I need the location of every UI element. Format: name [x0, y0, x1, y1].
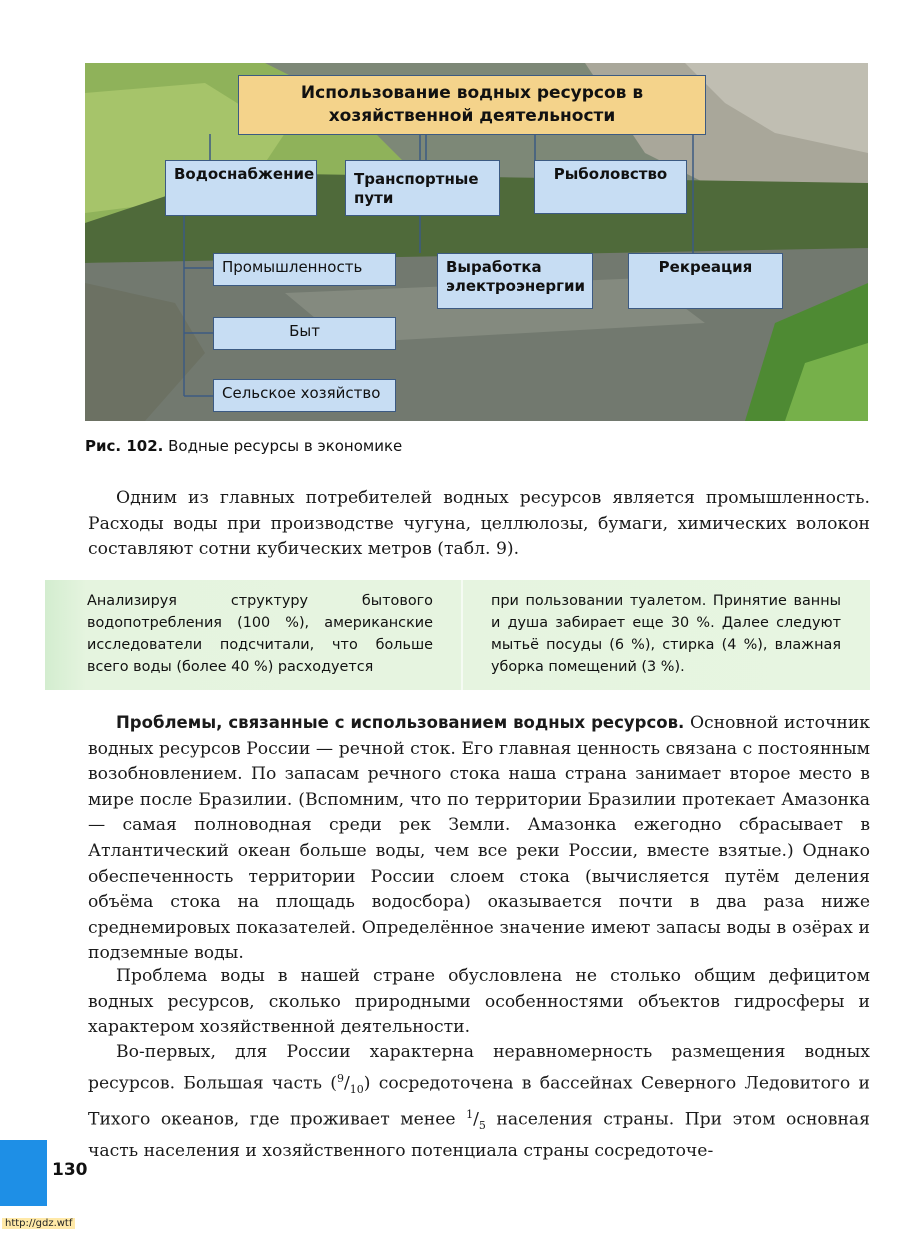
page-number: 130 — [52, 1160, 88, 1180]
box-recreation: Рекреация — [628, 253, 783, 309]
box-water-supply: Водоснабжение — [165, 160, 317, 216]
section-paragraph-1 — [88, 710, 870, 967]
figure-water-resources — [85, 63, 868, 421]
watermark-link[interactable]: http://gdz.wtf — [2, 1218, 75, 1229]
box-industry: Промышленность — [213, 253, 396, 286]
box-household: Быт — [213, 317, 396, 350]
page-tab-marker — [0, 1140, 47, 1206]
section-paragraph-3: Во-первых, для России характерна неравномерность размещения водных ресурсов. Большая часть $(^9/_{10})$ сосредоточена в бассейнах Северного Ледовитого и Тихого океанов, где проживает менее $^1/_5$ населения страны. При этом основная часть населения и хозяйственного потенциала страны сосредоточе- — [88, 1042, 870, 1162]
fraction-2-denominator: 5 — [478, 1119, 486, 1133]
fraction-1-numerator: 9 — [336, 1071, 344, 1085]
caption-text: Водные ресурсы в экономике — [168, 437, 403, 455]
box-transport: Транспортные пути — [345, 160, 500, 216]
fraction-2-numerator: 1 — [466, 1108, 474, 1122]
fraction-1-denominator: 10 — [349, 1082, 364, 1096]
box-fishing: Рыболовство — [534, 160, 687, 214]
p3-part-b: ) сосредоточена в бассейнах Северного Ледовитого и Тихого океанов, где проживает менее — [88, 1073, 870, 1131]
box-power: Выработка электроэнергии — [437, 253, 593, 309]
infobox-left-text: Анализируя структуру бытового водопотребления (100 %), американские исследователи подсчитали, что больше всего воды (более 40 %) расходуется — [87, 593, 433, 675]
infobox-divider — [461, 580, 463, 690]
section-heading: Проблемы, связанные с использованием водных ресурсов. — [116, 713, 685, 732]
p3-part-c: населения страны. При этом основная часть населения и хозяйственного потенциала страны сосредоточе- — [88, 1110, 870, 1162]
infobox — [45, 580, 870, 690]
caption-label: Рис. 102. — [85, 437, 164, 455]
diagram-title: Использование водных ресурсов в хозяйственной деятельности — [238, 75, 706, 135]
box-agriculture: Сельское хозяйство — [213, 379, 396, 412]
figure-caption — [85, 437, 402, 455]
intro-paragraph: Одним из главных потребителей водных ресурсов является промышленность. Расходы воды при производстве чугуна, целлюлозы, бумаги, химических волокон составляют сотни кубических метров (табл. 9). — [88, 488, 870, 560]
section-p1-text: Основной источник водных ресурсов России — речной сток. Его главная ценность связана с постоянным возобновлением. По запасам речного стока наша страна занимает второе место в мире после Бразилии. (Вспомним, что по территории Бразилии протекает Амазонка — самая полноводная среди рек Земли. Амазонка ежегодно сбрасывает в Атлантический океан больше воды, чем все реки России, вместе взятые.) Однако обеспеченность территории России слоем стока (вычисляется путём деления объёма стока на площадь водосбора) оказывается почти в два раза ниже среднемировых показателей. Определённое значение имеют запасы воды в озёрах и подземные воды. — [88, 713, 871, 964]
p3-part-a: Во-первых, для России характерна неравномерность размещения водных ресурсов. Большая часть ( — [88, 1042, 870, 1094]
section-paragraph-2: Проблема воды в нашей стране обусловлена не столько общим дефицитом водных ресурсов, сколько природными особенностями объектов гидросферы и характером хозяйственной деятельности. — [88, 966, 870, 1038]
infobox-right-text: при пользовании туалетом. Принятие ванны и душа забирает еще 30 %. Далее следуют мытьё посуды (6 %), стирка (4 %), влажная уборка помещений (3 %). — [491, 593, 841, 675]
